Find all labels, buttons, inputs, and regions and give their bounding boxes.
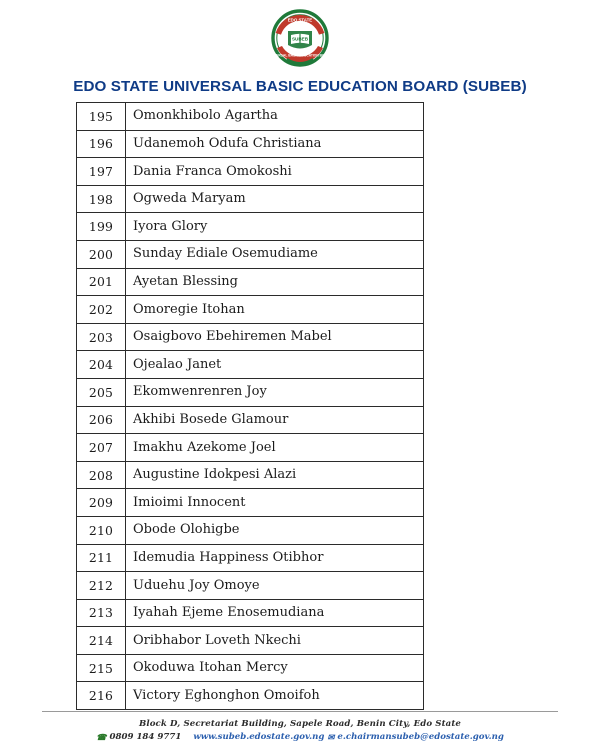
table-row <box>77 627 424 655</box>
row-number: 208 <box>77 461 126 489</box>
footer-phone: 0809 184 9771 <box>109 732 182 742</box>
footer-contacts <box>0 732 600 742</box>
row-number: 206 <box>77 406 126 434</box>
row-number: 201 <box>77 268 126 296</box>
table-row <box>77 103 424 131</box>
table-row <box>77 406 424 434</box>
table-row <box>77 654 424 682</box>
row-number: 198 <box>77 185 126 213</box>
table-row <box>77 185 424 213</box>
row-name: Iyora Glory <box>126 213 424 241</box>
name-list-container <box>76 102 424 710</box>
row-number: 216 <box>77 682 126 710</box>
row-number: 215 <box>77 654 126 682</box>
table-row <box>77 130 424 158</box>
row-number: 207 <box>77 434 126 462</box>
row-name: Oribhabor Loveth Nkechi <box>126 627 424 655</box>
table-row <box>77 378 424 406</box>
table-row <box>77 599 424 627</box>
row-name: Dania Franca Omokoshi <box>126 158 424 186</box>
table-row <box>77 489 424 517</box>
table-row <box>77 296 424 324</box>
phone-icon: ☎ <box>96 732 107 742</box>
row-number: 202 <box>77 296 126 324</box>
row-name: Ogweda Maryam <box>126 185 424 213</box>
row-name: Imakhu Azekome Joel <box>126 434 424 462</box>
row-name: Idemudia Happiness Otibhor <box>126 544 424 572</box>
row-name: Osaigbovo Ebehiremen Mabel <box>126 323 424 351</box>
row-number: 205 <box>77 378 126 406</box>
table-row <box>77 213 424 241</box>
row-number: 199 <box>77 213 126 241</box>
row-name: Akhibi Bosede Glamour <box>126 406 424 434</box>
name-list-table <box>76 102 424 710</box>
row-name: Ekomwenrenren Joy <box>126 378 424 406</box>
table-row <box>77 323 424 351</box>
table-row <box>77 268 424 296</box>
footer-website[interactable]: www.subeb.edostate.gov.ng <box>193 732 325 742</box>
row-number: 214 <box>77 627 126 655</box>
row-number: 203 <box>77 323 126 351</box>
svg-text:UNIVERSAL BASIC EDUCATION BOAR: UNIVERSAL BASIC EDUCATION BOARD <box>268 53 332 58</box>
page-title: EDO STATE UNIVERSAL BASIC EDUCATION BOARD (SUBEB) <box>73 78 527 95</box>
logo-container <box>0 0 600 74</box>
row-name: Iyahah Ejeme Enosemudiana <box>126 599 424 627</box>
table-row <box>77 240 424 268</box>
footer-address: Block D, Secretariat Building, Sapele Road, Benin City, Edo State <box>139 719 461 729</box>
table-row <box>77 682 424 710</box>
row-name: Ojealao Janet <box>126 351 424 379</box>
subeb-crest-logo <box>267 7 333 73</box>
row-number: 204 <box>77 351 126 379</box>
envelope-icon: ✉ <box>327 732 335 742</box>
row-number: 210 <box>77 516 126 544</box>
row-name: Omoregie Itohan <box>126 296 424 324</box>
table-row <box>77 158 424 186</box>
table-row <box>77 461 424 489</box>
row-name: Augustine Idokpesi Alazi <box>126 461 424 489</box>
table-row <box>77 351 424 379</box>
svg-text:SUBEB: SUBEB <box>291 36 309 42</box>
row-number: 197 <box>77 158 126 186</box>
table-row <box>77 544 424 572</box>
row-name: Udanemoh Odufa Christiana <box>126 130 424 158</box>
row-name: Ayetan Blessing <box>126 268 424 296</box>
footer-email[interactable]: e.chairmansubeb@edostate.gov.ng <box>337 732 504 742</box>
row-name: Okoduwa Itohan Mercy <box>126 654 424 682</box>
table-row <box>77 516 424 544</box>
row-name: Sunday Ediale Osemudiame <box>126 240 424 268</box>
row-number: 195 <box>77 103 126 131</box>
row-name: Victory Eghonghon Omoifoh <box>126 682 424 710</box>
row-name: Imioimi Innocent <box>126 489 424 517</box>
row-number: 200 <box>77 240 126 268</box>
svg-text:EDO STATE: EDO STATE <box>287 17 313 23</box>
row-name: Omonkhibolo Agartha <box>126 103 424 131</box>
table-row <box>77 572 424 600</box>
row-number: 213 <box>77 599 126 627</box>
footer-divider <box>42 711 558 712</box>
row-number: 212 <box>77 572 126 600</box>
table-row <box>77 434 424 462</box>
row-number: 211 <box>77 544 126 572</box>
row-number: 209 <box>77 489 126 517</box>
row-name: Uduehu Joy Omoye <box>126 572 424 600</box>
row-number: 196 <box>77 130 126 158</box>
row-name: Obode Olohigbe <box>126 516 424 544</box>
document-footer <box>0 711 600 742</box>
